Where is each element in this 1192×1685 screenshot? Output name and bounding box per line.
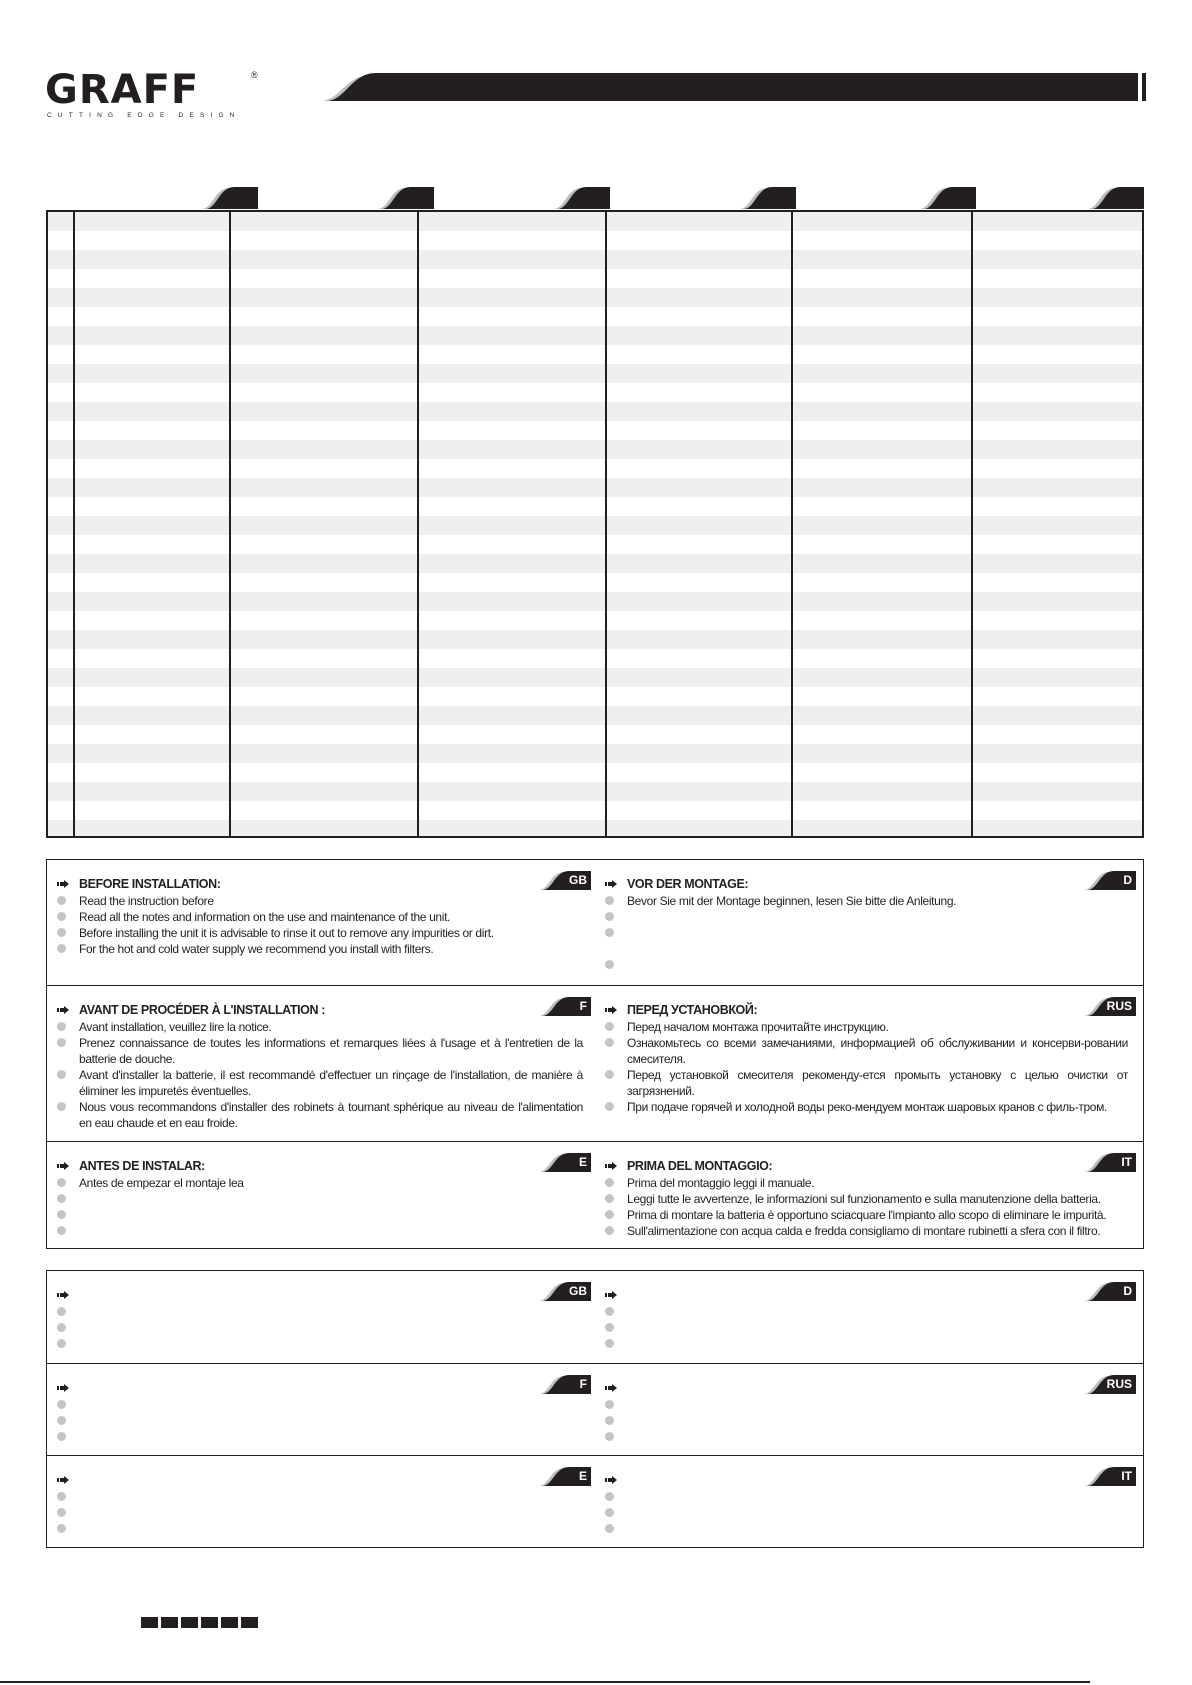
bullet-dot-icon	[57, 1339, 66, 1348]
panel-e	[47, 1456, 591, 1549]
list-item	[595, 1336, 1128, 1352]
table-row	[48, 801, 1142, 820]
panel-it	[595, 1456, 1136, 1549]
table-row	[48, 307, 1142, 326]
bullet-dot-icon	[57, 1524, 66, 1533]
footer-square	[241, 1617, 258, 1628]
column-divider	[605, 212, 607, 836]
column-header-tab	[202, 187, 258, 209]
logo-tagline: CUTTING EDGE DESIGN	[47, 112, 241, 119]
language-tab-it	[1084, 1153, 1136, 1172]
bullet-dot-icon	[605, 960, 614, 969]
instructions-box-1	[46, 859, 1144, 1249]
column-divider	[229, 212, 231, 836]
bullet-dot-icon	[605, 1226, 614, 1235]
panel-f	[47, 1364, 591, 1455]
item-text: При подаче горячей и холодной воды реко-мендуем монтаж шаровых кранов с филь-тром.	[627, 1100, 1108, 1114]
bullet-dot-icon	[57, 1038, 66, 1047]
bottom-rule	[0, 1681, 1090, 1683]
bullet-dot-icon	[57, 896, 66, 905]
list-item	[47, 1207, 583, 1223]
item-text: Avant installation, veuillez lire la notice.	[79, 1020, 272, 1034]
panel-f	[47, 986, 591, 1141]
table-row	[48, 383, 1142, 402]
language-tab-gb	[539, 871, 591, 890]
bullet-dot-icon	[57, 1102, 66, 1111]
table-row	[48, 668, 1142, 687]
language-code: GB	[569, 873, 587, 887]
bullet-list	[47, 1019, 583, 1131]
bullet-dot-icon	[57, 1022, 66, 1031]
table-row	[48, 288, 1142, 307]
language-code: RUS	[1106, 999, 1132, 1013]
bullet-dot-icon	[57, 1210, 66, 1219]
bullet-dot-icon	[57, 1416, 66, 1425]
list-item	[47, 1505, 583, 1521]
column-divider	[417, 212, 419, 836]
list-item	[595, 1099, 1128, 1115]
item-text: Prima di montare la batteria è opportuno sciacquare l'impianto allo scopo di eliminare le impurità.	[627, 1208, 1107, 1222]
table-row	[48, 516, 1142, 535]
language-code: E	[578, 1155, 587, 1169]
bullet-dot-icon	[605, 1022, 614, 1031]
list-item	[595, 1413, 1128, 1429]
bullet-dot-icon	[605, 1524, 614, 1533]
tab-swoosh-shape	[920, 187, 976, 209]
list-item	[47, 1489, 583, 1505]
bullet-dot-icon	[57, 1070, 66, 1079]
language-code: IT	[1121, 1469, 1132, 1483]
language-code: D	[1123, 1284, 1132, 1298]
language-tab-d	[1084, 1282, 1136, 1301]
header-swoosh-bar	[322, 73, 1138, 101]
language-code: IT	[1121, 1155, 1132, 1169]
arrow-right-icon	[605, 1475, 617, 1485]
list-item	[47, 941, 583, 957]
table-row	[48, 554, 1142, 573]
list-item	[595, 1019, 1128, 1035]
bullet-list	[595, 1304, 1128, 1352]
item-text: Перед установкой смесителя рекоменду-ется промыть установку с целью очистки от загрязнений.	[627, 1068, 1128, 1098]
language-code: F	[579, 999, 587, 1013]
logo-wordmark: GRAFF	[45, 67, 200, 113]
list-item	[595, 925, 1128, 957]
item-text: Leggi tutte le avvertenze, le informazioni sul funzionamento e sulla manutenzione della batteria.	[627, 1192, 1101, 1206]
column-header-tab	[740, 187, 796, 209]
bullet-list	[47, 893, 583, 957]
column-header-tab	[554, 187, 610, 209]
table-row	[48, 231, 1142, 250]
bullet-dot-icon	[605, 1323, 614, 1332]
table-row	[48, 459, 1142, 478]
bullet-list	[47, 1175, 583, 1239]
language-tab-rus	[1084, 1375, 1136, 1394]
item-text: Перед началом монтажа прочитайте инструкцию.	[627, 1020, 889, 1034]
list-item	[595, 1067, 1128, 1099]
bullet-dot-icon	[57, 1226, 66, 1235]
language-tab-gb	[539, 1282, 591, 1301]
item-text: Prenez connaissance de toutes les informations et remarques liées à l'usage et à l'entretien de la batterie de douche.	[79, 1036, 583, 1066]
list-item	[47, 1175, 583, 1191]
list-item	[47, 1429, 583, 1445]
table-row	[48, 763, 1142, 782]
bullet-dot-icon	[57, 1400, 66, 1409]
instruction-band	[47, 986, 1143, 1142]
panel-rus	[595, 986, 1136, 1141]
table-row	[48, 440, 1142, 459]
table-row	[48, 649, 1142, 668]
panel-gb	[47, 1271, 591, 1363]
list-item	[595, 957, 1128, 973]
list-item	[47, 1067, 583, 1099]
table-row	[48, 497, 1142, 516]
table-row	[48, 421, 1142, 440]
tab-swoosh-shape	[378, 187, 434, 209]
instruction-band	[47, 1456, 1143, 1549]
bullet-dot-icon	[57, 1492, 66, 1501]
bullet-list	[595, 893, 1128, 973]
language-code: GB	[569, 1284, 587, 1298]
list-item	[595, 909, 1128, 925]
bullet-list	[47, 1304, 583, 1352]
list-item	[47, 1304, 583, 1320]
language-tab-rus	[1084, 997, 1136, 1016]
bullet-dot-icon	[605, 1070, 614, 1079]
registered-mark: ®	[251, 70, 258, 80]
table-row	[48, 782, 1142, 801]
list-item	[595, 1191, 1128, 1207]
section-heading: ANTES DE INSTALAR:	[79, 1159, 205, 1173]
arrow-right-icon	[57, 1383, 69, 1393]
bullet-dot-icon	[605, 1400, 614, 1409]
tab-swoosh-shape	[554, 187, 610, 209]
instructions-box-2	[46, 1270, 1144, 1548]
language-code: D	[1123, 873, 1132, 887]
footer-square	[161, 1617, 178, 1628]
bullet-dot-icon	[605, 1102, 614, 1111]
bullet-dot-icon	[605, 896, 614, 905]
instruction-band	[47, 860, 1143, 986]
panel-rus	[595, 1364, 1136, 1455]
list-item	[47, 1019, 583, 1035]
arrow-right-icon	[605, 1383, 617, 1393]
language-code: F	[579, 1377, 587, 1391]
bullet-dot-icon	[605, 1210, 614, 1219]
tab-swoosh-shape	[1088, 187, 1144, 209]
list-item	[595, 1304, 1128, 1320]
header-end-mark	[1142, 73, 1146, 101]
bullet-dot-icon	[605, 1194, 614, 1203]
bullet-list	[47, 1489, 583, 1537]
list-item	[47, 1397, 583, 1413]
language-tab-it	[1084, 1467, 1136, 1486]
item-text: Read all the notes and information on the use and maintenance of the unit.	[79, 910, 451, 924]
table-row	[48, 744, 1142, 763]
bullet-dot-icon	[605, 1307, 614, 1316]
list-item	[595, 1397, 1128, 1413]
bullet-list	[47, 1397, 583, 1445]
language-tab-e	[539, 1153, 591, 1172]
instruction-band	[47, 1364, 1143, 1456]
item-text: Avant d'installer la batterie, il est recommandé d'effectuer un rinçage de l'installation, de manière à éliminer les impuretés éventuelles.	[79, 1068, 583, 1098]
bullet-dot-icon	[57, 928, 66, 937]
language-tab-e	[539, 1467, 591, 1486]
bullet-dot-icon	[57, 1432, 66, 1441]
column-header-tab	[378, 187, 434, 209]
footer-square	[141, 1617, 158, 1628]
list-item	[47, 1336, 583, 1352]
list-item	[595, 1320, 1128, 1336]
list-item	[47, 1099, 583, 1131]
arrow-right-icon	[605, 1005, 617, 1015]
list-item	[47, 1191, 583, 1207]
table-row	[48, 725, 1142, 744]
bullet-list	[595, 1019, 1128, 1115]
list-item	[595, 1521, 1128, 1537]
column-header-tab	[1088, 187, 1144, 209]
arrow-right-icon	[57, 1005, 69, 1015]
table-row	[48, 611, 1142, 630]
item-text: Read the instruction before	[79, 894, 214, 908]
bullet-dot-icon	[605, 1432, 614, 1441]
item-text: Nous vous recommandons d'installer des robinets à tournant sphérique au niveau de l'alimentation en eau chaude et en eau froide.	[79, 1100, 583, 1130]
language-tab-f	[539, 1375, 591, 1394]
list-item	[595, 1035, 1128, 1067]
section-heading: VOR DER MONTAGE:	[627, 877, 749, 891]
bullet-dot-icon	[605, 912, 614, 921]
bullet-dot-icon	[605, 1038, 614, 1047]
column-header-tab	[920, 187, 976, 209]
table-row	[48, 269, 1142, 288]
item-text: Prima del montaggio leggi il manuale.	[627, 1176, 815, 1190]
item-text: Sull'alimentazione con acqua calda e fredda consigliamo di montare rubinetti a sfera con il filtro.	[627, 1224, 1101, 1238]
table-row	[48, 345, 1142, 364]
list-item	[47, 1320, 583, 1336]
item-text: Before installing the unit it is advisable to rinse it out to remove any impurities or dirt.	[79, 926, 494, 940]
bullet-dot-icon	[605, 1416, 614, 1425]
tab-swoosh-shape	[202, 187, 258, 209]
bullet-dot-icon	[57, 1178, 66, 1187]
panel-d	[595, 860, 1136, 985]
list-item	[595, 1207, 1128, 1223]
panel-e	[47, 1142, 591, 1250]
bullet-dot-icon	[605, 1492, 614, 1501]
list-item	[595, 893, 1128, 909]
panel-it	[595, 1142, 1136, 1250]
list-item	[47, 1521, 583, 1537]
list-item	[47, 925, 583, 941]
bullet-dot-icon	[57, 912, 66, 921]
list-item	[595, 1505, 1128, 1521]
list-item	[595, 1175, 1128, 1191]
table-row	[48, 573, 1142, 592]
table-row	[48, 630, 1142, 649]
instruction-band	[47, 1271, 1143, 1364]
table-row	[48, 687, 1142, 706]
bullet-list	[595, 1175, 1128, 1239]
bullet-dot-icon	[605, 1339, 614, 1348]
bullet-dot-icon	[57, 1323, 66, 1332]
table-row	[48, 535, 1142, 554]
list-item	[47, 1035, 583, 1067]
item-text: Ознакомьтесь со всеми замечаниями, информацией об обслуживании и консерви-ровании смесителя.	[627, 1036, 1128, 1066]
arrow-right-icon	[605, 879, 617, 889]
list-item	[595, 1429, 1128, 1445]
section-heading: ПЕРЕД УСТАНОВКОЙ:	[627, 1003, 758, 1017]
panel-gb	[47, 860, 591, 985]
footer-square	[221, 1617, 238, 1628]
section-heading: AVANT DE PROCÉDER À L'INSTALLATION :	[79, 1003, 325, 1017]
list-item	[47, 909, 583, 925]
bullet-list	[595, 1397, 1128, 1445]
column-divider	[791, 212, 793, 836]
language-code: RUS	[1106, 1377, 1132, 1391]
arrow-right-icon	[605, 1161, 617, 1171]
table-row	[48, 820, 1142, 838]
list-item	[595, 1223, 1128, 1239]
table-row	[48, 592, 1142, 611]
bullet-dot-icon	[605, 1508, 614, 1517]
language-tab-d	[1084, 871, 1136, 890]
instruction-band	[47, 1142, 1143, 1250]
table-row	[48, 250, 1142, 269]
footer-square	[181, 1617, 198, 1628]
graff-logo	[45, 68, 265, 120]
section-heading: BEFORE INSTALLATION:	[79, 877, 221, 891]
arrow-right-icon	[57, 1475, 69, 1485]
arrow-right-icon	[57, 1290, 69, 1300]
column-divider	[73, 212, 75, 836]
bullet-dot-icon	[57, 1508, 66, 1517]
section-heading: PRIMA DEL MONTAGGIO:	[627, 1159, 773, 1173]
arrow-right-icon	[57, 879, 69, 889]
item-text: Antes de empezar el montaje lea	[79, 1176, 244, 1190]
arrow-right-icon	[57, 1161, 69, 1171]
language-tab-f	[539, 997, 591, 1016]
list-item	[595, 1489, 1128, 1505]
bullet-dot-icon	[57, 944, 66, 953]
table-row	[48, 326, 1142, 345]
bullet-list	[595, 1489, 1128, 1537]
table-row	[48, 706, 1142, 725]
arrow-right-icon	[605, 1290, 617, 1300]
list-item	[47, 1413, 583, 1429]
column-divider	[971, 212, 973, 836]
parts-table	[46, 210, 1144, 838]
table-row	[48, 364, 1142, 383]
bullet-dot-icon	[57, 1194, 66, 1203]
footer-square	[201, 1617, 218, 1628]
list-item	[47, 1223, 583, 1239]
panel-d	[595, 1271, 1136, 1363]
item-text: Bevor Sie mit der Montage beginnen, lesen Sie bitte die Anleitung.	[627, 894, 957, 908]
language-code: E	[578, 1469, 587, 1483]
tab-swoosh-shape	[740, 187, 796, 209]
bullet-dot-icon	[57, 1307, 66, 1316]
list-item	[47, 893, 583, 909]
table-row	[48, 402, 1142, 421]
bullet-dot-icon	[605, 928, 614, 937]
table-row	[48, 212, 1142, 231]
table-row	[48, 478, 1142, 497]
bullet-dot-icon	[605, 1178, 614, 1187]
item-text: For the hot and cold water supply we recommend you install with filters.	[79, 942, 434, 956]
